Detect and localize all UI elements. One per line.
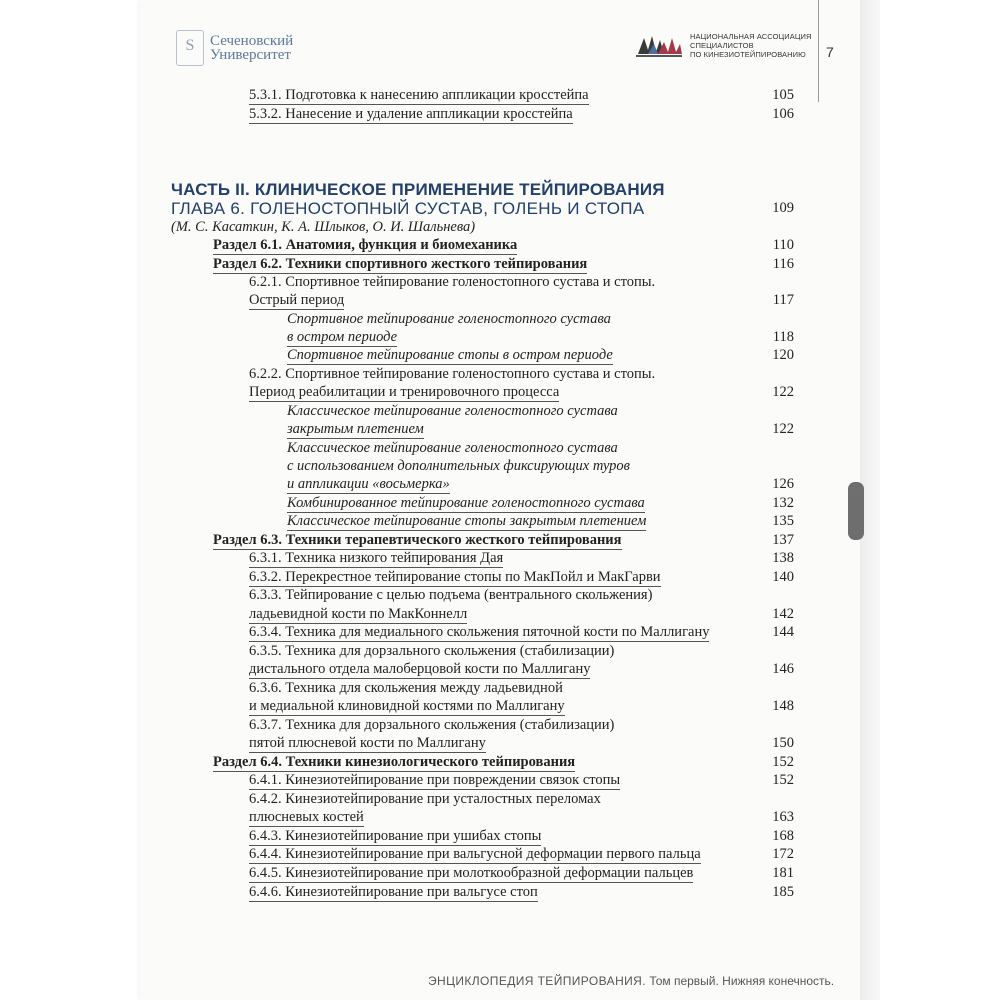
toc-page: 122 xyxy=(772,421,794,437)
chapter-page: 109 xyxy=(772,200,794,216)
running-footer xyxy=(428,974,834,988)
association-line3: ПО КИНЕЗИОТЕЙПИРОВАНИЮ xyxy=(690,49,806,59)
university-name-line2: Университет xyxy=(210,47,291,63)
toc-subentry: Классическое тейпирование голеностопного сустава xyxy=(287,403,618,419)
toc-entry: 6.4.4. Кинезиотейпирование при вальгусной деформации первого пальца xyxy=(249,846,701,862)
toc-entry: пятой плюсневой кости по Маллигану xyxy=(249,735,486,751)
toc-entry: 6.3.6. Техника для скольжения между ладьевидной xyxy=(249,680,563,696)
toc-entry: 6.3.4. Техника для медиального скольжения пяточной кости по Маллигану xyxy=(249,624,710,640)
toc-page: 152 xyxy=(772,772,794,788)
association-line2: СПЕЦИАЛИСТОВ xyxy=(690,40,754,50)
toc-subentry: Классическое тейпирование стопы закрытым плетением xyxy=(287,513,647,529)
toc-page: 117 xyxy=(772,292,794,308)
section-heading: Раздел 6.1. Анатомия, функция и биомеханика xyxy=(213,237,518,253)
page-number: 7 xyxy=(826,44,834,60)
toc-entry: 6.3.3. Тейпирование с целью подъема (вентрального скольжения) xyxy=(249,587,653,603)
toc-page: 163 xyxy=(772,809,794,825)
toc-page: 181 xyxy=(772,865,794,881)
toc-entry: 5.3.2. Нанесение и удаление аппликации кросстейпа xyxy=(249,106,573,122)
toc-page: 106 xyxy=(772,106,794,122)
section-heading: Раздел 6.3. Техники терапевтического жесткого тейпирования xyxy=(213,532,622,548)
toc-entry: 6.3.2. Перекрестное тейпирование стопы по МакПойл и МакГарви xyxy=(249,569,661,585)
toc-entry: дистального отдела малоберцовой кости по Маллигану xyxy=(249,661,591,677)
toc-page: 142 xyxy=(772,606,794,622)
toc-subentry: и аппликации «восьмерка» xyxy=(287,476,450,492)
toc-page: 110 xyxy=(772,237,794,253)
footer-volume: Том первый. Нижняя конечность. xyxy=(649,974,835,988)
chapter-title: ГЛАВА 6. ГОЛЕНОСТОПНЫЙ СУСТАВ, ГОЛЕНЬ И СТОПА xyxy=(171,199,645,218)
toc-entry: 6.2.1. Спортивное тейпирование голеностопного сустава и стопы. xyxy=(249,274,656,290)
toc-page: 122 xyxy=(772,384,794,400)
toc-subentry: Классическое тейпирование голеностопного сустава xyxy=(287,440,618,456)
toc-page: 137 xyxy=(772,532,794,548)
toc-entry: и медиальной клиновидной костями по Маллигану xyxy=(249,698,565,714)
section-heading: Раздел 6.2. Техники спортивного жесткого тейпирования xyxy=(213,256,588,272)
toc-page: 172 xyxy=(772,846,794,862)
toc-subentry: в остром периоде xyxy=(287,329,398,345)
chapter-authors: (М. С. Касаткин, К. А. Шлыков, О. И. Шальнева) xyxy=(171,219,476,235)
toc-page: 126 xyxy=(772,476,794,492)
university-name-line1: Сеченовский xyxy=(210,33,294,49)
toc-page: 116 xyxy=(772,256,794,272)
toc-page: 168 xyxy=(772,828,794,844)
association-line1: НАЦИОНАЛЬНАЯ АССОЦИАЦИЯ xyxy=(690,31,812,41)
toc-entry: 5.3.1. Подготовка к нанесению аппликации кросстейпа xyxy=(249,87,589,103)
toc-page: 148 xyxy=(772,698,794,714)
section-heading: Раздел 6.4. Техники кинезиологического тейпирования xyxy=(213,754,576,770)
part-title: ЧАСТЬ II. КЛИНИЧЕСКОЕ ПРИМЕНЕНИЕ ТЕЙПИРОВАНИЯ xyxy=(171,180,665,199)
footer-series: ЭНЦИКЛОПЕДИЯ ТЕЙПИРОВАНИЯ. xyxy=(428,974,646,988)
toc-subentry: Спортивное тейпирование стопы в остром периоде xyxy=(287,347,613,363)
toc-entry: Острый период xyxy=(249,292,345,308)
toc-entry: ладьевидной кости по МакКоннелл xyxy=(249,606,468,622)
toc-page: 135 xyxy=(772,513,794,529)
toc-entry: 6.3.5. Техника для дорзального скольжения (стабилизации) xyxy=(249,643,615,659)
toc-entry: 6.4.6. Кинезиотейпирование при вальгусе стоп xyxy=(249,884,538,900)
toc-subentry: закрытым плетением xyxy=(287,421,424,437)
toc-page: 146 xyxy=(772,661,794,677)
toc-entry: Период реабилитации и тренировочного процесса xyxy=(249,384,560,400)
toc-page: 144 xyxy=(772,624,794,640)
toc-page: 185 xyxy=(772,884,794,900)
toc-entry: 6.2.2. Спортивное тейпирование голеностопного сустава и стопы. xyxy=(249,366,656,382)
toc-entry: 6.4.5. Кинезиотейпирование при молоткообразной деформации пальцев xyxy=(249,865,694,881)
toc-subentry: с использованием дополнительных фиксирующих туров xyxy=(287,458,630,474)
toc-entry: 6.4.3. Кинезиотейпирование при ушибах стопы xyxy=(249,828,542,844)
toc-page: 118 xyxy=(772,329,794,345)
toc-entry: 6.4.2. Кинезиотейпирование при усталостных переломах xyxy=(249,791,601,807)
toc-entry: 6.3.7. Техника для дорзального скольжения (стабилизации) xyxy=(249,717,615,733)
toc-entry: плюсневых костей xyxy=(249,809,364,825)
toc-page: 120 xyxy=(772,347,794,363)
university-emblem-icon: S xyxy=(176,30,204,66)
toc-entry: 6.4.1. Кинезиотейпирование при повреждении связок стопы xyxy=(249,772,621,788)
toc-page: 138 xyxy=(772,550,794,566)
toc-subentry: Спортивное тейпирование голеностопного сустава xyxy=(287,311,611,327)
toc-page: 140 xyxy=(772,569,794,585)
toc-subentry: Комбинированное тейпирование голеностопного сустава xyxy=(287,495,645,511)
toc-page: 150 xyxy=(772,735,794,751)
toc-entry: 6.3.1. Техника низкого тейпирования Дая xyxy=(249,550,504,566)
toc-page: 105 xyxy=(772,87,794,103)
toc-page: 152 xyxy=(772,754,794,770)
toc-page: 132 xyxy=(772,495,794,511)
